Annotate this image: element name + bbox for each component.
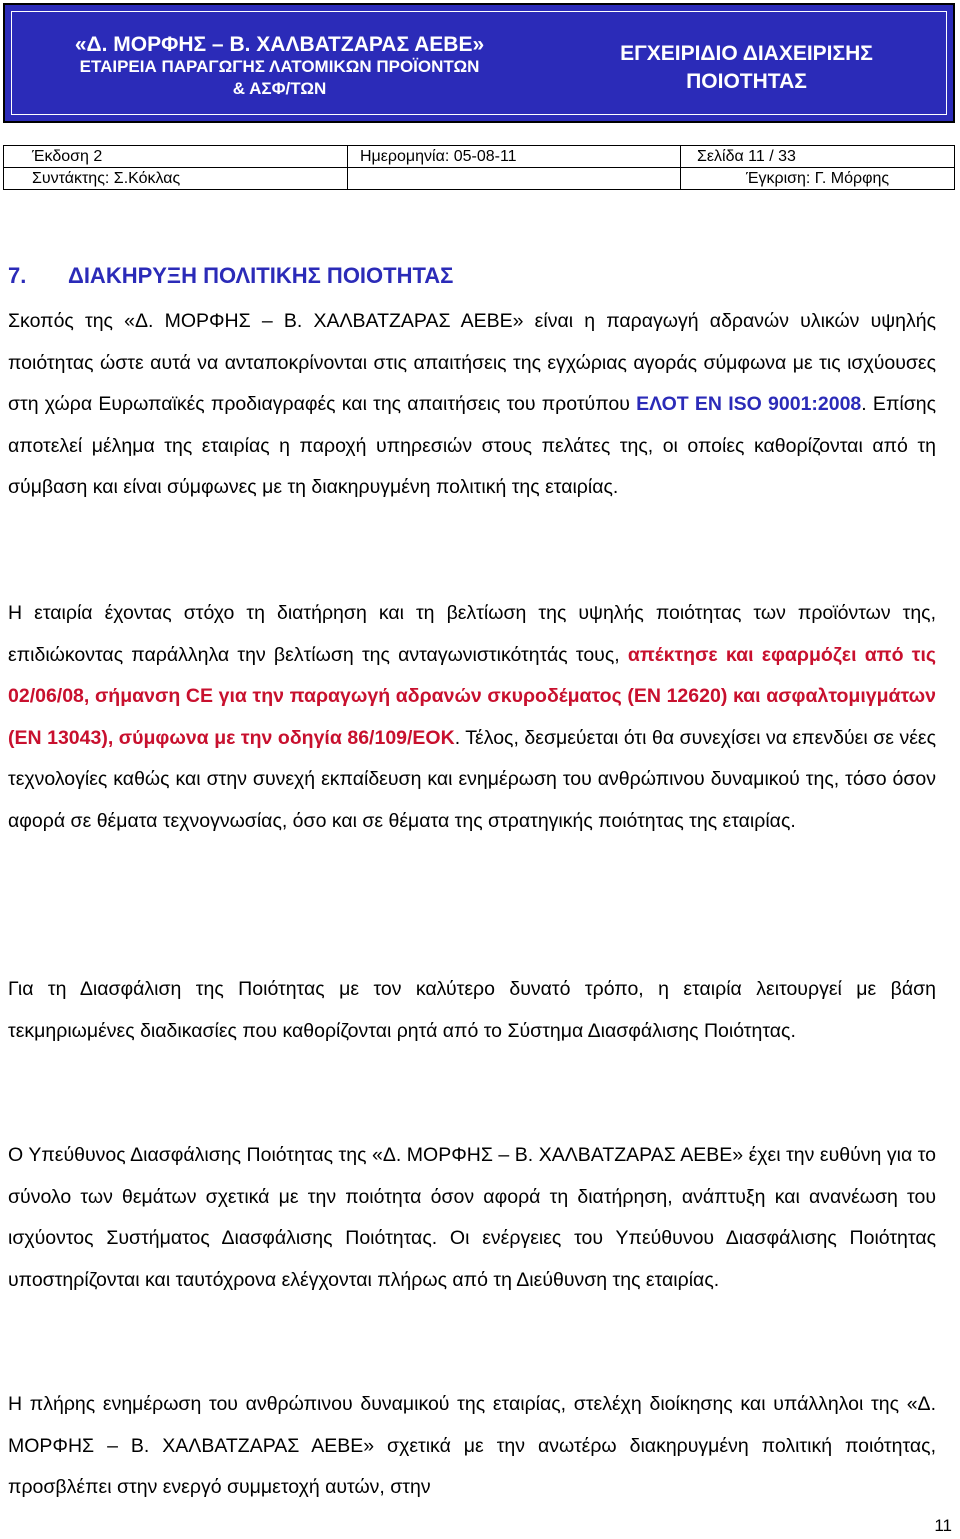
page-number: 11: [934, 1516, 952, 1535]
company-description: ΕΤΑΙΡΕΙΑ ΠΑΡΑΓΩΓΗΣ ΛΑΤΟΜΙΚΩΝ ΠΡΟΪΟΝΤΩΝ: [79, 57, 480, 76]
section-heading: [8, 263, 453, 289]
company-name: «Δ. ΜΟΡΦΗΣ – Β. ΧΑΛΒΑΤΖΑΡΑΣ ΑΕΒΕ»: [74, 33, 485, 56]
paragraph-quality-assurance: Για τη Διασφάλιση της Ποιότητας με τον καλύτερο δυνατό τρόπο, η εταιρία λειτουργεί με βάση τεκμηριωμένες διαδικασίες που καθορίζονται ρητά από το Σύστημα Διασφάλισης Ποιότητας.: [8, 978, 936, 1042]
blank-cell: [348, 168, 681, 190]
document-title-line2: ΠΟΙΟΤΗΤΑΣ: [686, 70, 807, 93]
header-inner-frame: [11, 11, 947, 115]
text-run: Η εταιρία έχοντας στόχο τη διατήρηση και τη βελτίωση της υψηλής ποιότητας των προϊόντων της, επιδιώκοντας παράλληλα την βελτίωση της ανταγωνιστικότητάς τους,: [8, 602, 936, 666]
text-run: . Επίσης αποτελεί μέλημα της εταιρίας η παροχή υπηρεσιών στους πελάτες της, οι οποίες καθορίζονται από τη σύμβαση και είναι σύμφωνες με τη διακηρυγμένη πολιτική της εταιρίας.: [8, 393, 937, 499]
metadata-row: [4, 146, 955, 168]
document-title-line1: ΕΓΧΕΙΡΙΔΙΟ ΔΙΑΧΕΙΡΙΣΗΣ: [620, 42, 873, 65]
document-metadata-table: [3, 145, 955, 190]
paragraph-staff-awareness: Η πλήρης ενημέρωση του ανθρώπινου δυναμικού της εταιρίας, στελέχη διοίκησης και υπάλληλοι της «Δ. ΜΟΡΦΗΣ – Β. ΧΑΛΒΑΤΖΑΡΑΣ ΑΕΒΕ» σχετικά με την ανωτέρω διακηρυγμένη πολιτική ποιότητας, προσβλέπει στην ενεργό συμμετοχή αυτών, στην: [8, 1393, 936, 1499]
approval-cell: Έγκριση: Γ. Μόρφης: [681, 168, 955, 190]
paragraph-purpose: [8, 301, 936, 509]
text-run: Σκοπός της «Δ. ΜΟΡΦΗΣ – Β. ΧΑΛΒΑΤΖΑΡΑΣ ΑΕΒΕ» είναι η παραγωγή αδρανών υλικών υψηλής ποιότητας ώστε αυτά να ανταποκρίνονται στις απαιτήσεις της εγχώριας αγοράς σύμφωνα με τις ισχύουσες στη χώρα Ευρωπαϊκές προδιαγραφές και της απαιτήσεις του προτύπου: [8, 310, 936, 416]
company-description-cont: & ΑΣΦ/ΤΩΝ: [232, 79, 327, 98]
ce-marking-highlight: απέκτησε και εφαρμόζει από τις 02/06/08, σήμανση CE για την παραγωγή αδρανών σκυροδέματος (EN 12620) και ασφαλτομιγμάτων (EN 13043), σύμφωνα με την οδηγία 86/109/ΕΟΚ: [8, 643, 936, 749]
page-cell: Σελίδα 11 / 33: [681, 146, 955, 168]
text-run: . Τέλος, δεσμεύεται ότι θα συνεχίσει να επενδύει σε νέες τεχνολογίες καθώς και στην συνεχή εκπαίδευση και ενημέρωση του ανθρώπινου δυναμικού της, τόσο όσον αφορά σε θέματα τεχνογνωσίας, όσο και σε θέματα της στρατηγικής ποιότητας της εταιρίας.: [8, 726, 936, 832]
document-header: [3, 3, 955, 123]
section-number: 7.: [8, 263, 27, 288]
document-title-block: [547, 12, 946, 114]
section-title: ΔΙΑΚΗΡΥΞΗ ΠΟΛΙΤΙΚΗΣ ΠΟΙΟΤΗΤΑΣ: [68, 263, 454, 288]
paragraph-qa-manager: Ο Υπεύθυνος Διασφάλισης Ποιότητας της «Δ. ΜΟΡΦΗΣ – Β. ΧΑΛΒΑΤΖΑΡΑΣ ΑΕΒΕ» έχει την ευθύνη για το σύνολο των θεμάτων σχετικά με την ποιότητα όσον αφορά τη διατήρηση, ανάπτυξη και ανανέωση του ισχύοντος Συστήματος Διασφάλισης Ποιότητας. Οι ενέργειες του Υπεύθυνου Διασφάλισης Ποιότητας υποστηρίζονται και ταυτόχρονα ελέγχονται πλήρως από τη Διεύθυνση της εταιρίας.: [8, 1144, 936, 1291]
metadata-row: [4, 168, 955, 190]
paragraph-ce-marking: [8, 593, 936, 843]
edition-cell: Έκδοση 2: [4, 146, 348, 168]
standard-reference: ΕΛΟΤ ΕΝ ISO 9001:2008: [636, 393, 862, 416]
company-name-block: [12, 12, 547, 114]
date-cell: Ημερομηνία: 05-08-11: [348, 146, 681, 168]
author-cell: Συντάκτης: Σ.Κόκλας: [4, 168, 348, 190]
